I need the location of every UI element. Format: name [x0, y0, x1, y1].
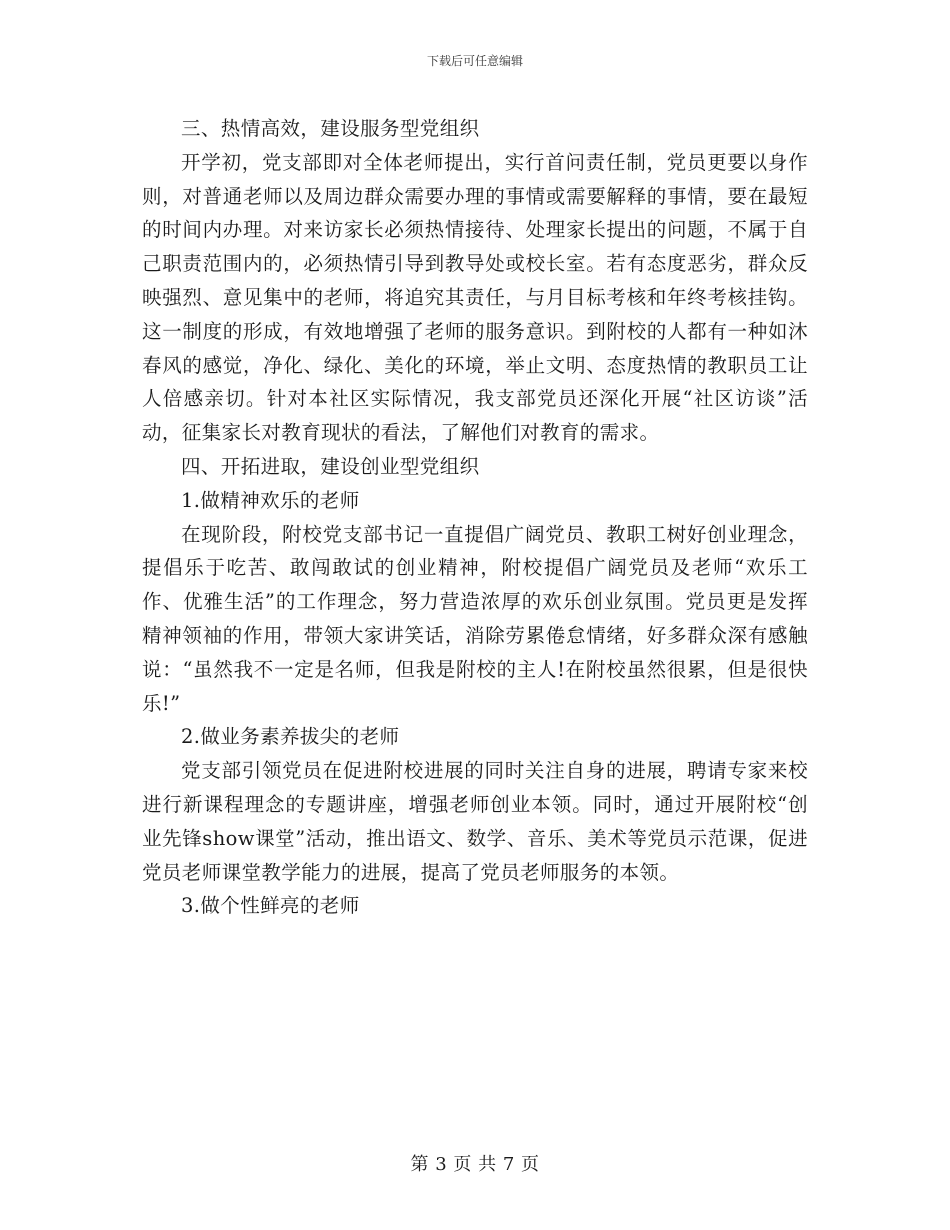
item-3-heading: 3.做个性鲜亮的老师 [181, 894, 360, 918]
page-header: 下载后可任意编辑 [426, 54, 523, 68]
section-3-paragraph: 开学初，党支部即对全体老师提出，实行首问责任制，党员更要以身作则，对普通老师以及周边群众需要办理的事情或需要解释的事情，要在最短的时间内办理。对来访家长必须热情接待、处理家长提出的问题，不属于自己职责范围内的，必须热情引导到教导处或校长室。若有态度恶劣，群众反映强烈、意见集中的老师，将追究其责任，与月目标考核和年终考核挂钩。这一制度的形成，有效地增强了老师的服务意识。到附校的人都有一种如沐春风的感觉，净化、绿化、美化的环境，举止文明、态度热情的教职员工让人倍感亲切。针对本社区实际情况，我支部党员还深化开展“社区访谈”活动，征集家长对教育现状的看法，了解他们对教育的需求。 [142, 150, 808, 445]
section-4-heading: 四、开拓进取，建设创业型党组织 [181, 454, 480, 478]
document-body [142, 112, 808, 923]
item-2-heading: 2.做业务素养拔尖的老师 [181, 725, 400, 749]
page-number: 第 3 页 共 7 页 [410, 1154, 540, 1175]
item-2-paragraph: 党支部引领党员在促进附校进展的同时关注自身的进展，聘请专家来校进行新课程理念的专题讲座，增强老师创业本领。同时，通过开展附校“创业先锋show课堂”活动，推出语文、数学、音乐、美术等党员示范课，促进党员老师课堂教学能力的进展，提高了党员老师服务的本领。 [142, 759, 808, 884]
section-3-heading: 三、热情高效，建设服务型党组织 [181, 117, 480, 140]
item-1-paragraph: 在现阶段，附校党支部书记一直提倡广阔党员、教职工树好创业理念，提倡乐于吃苦、敢闯敢试的创业精神，附校提倡广阔党员及老师“欢乐工作、优雅生活”的工作理念，努力营造浓厚的欢乐创业氛围。党员更是发挥精神领袖的作用，带领大家讲笑话，消除劳累倦怠情绪，好多群众深有感触说：“虽然我不一定是名师，但我是附校的主人!在附校虽然很累，但是很快乐!” [142, 522, 808, 715]
item-1-heading: 1.做精神欢乐的老师 [181, 488, 360, 512]
